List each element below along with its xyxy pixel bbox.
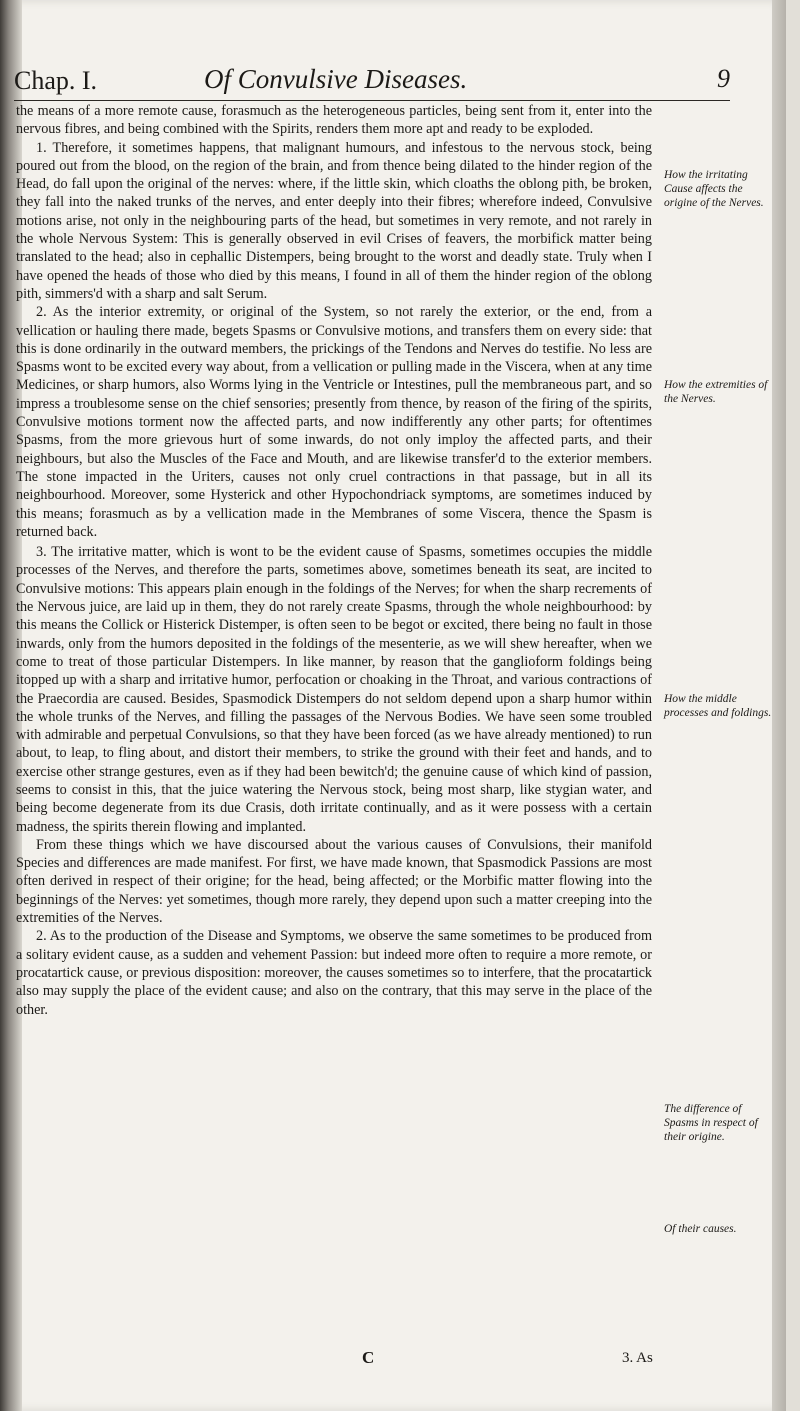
signature-mark: C bbox=[362, 1348, 375, 1367]
margin-note-middle: How the middle processes and foldings. bbox=[664, 693, 772, 719]
margin-note-difference: The difference of Spasms in respect of their origine. bbox=[664, 1103, 758, 1143]
catchword: 3. As bbox=[622, 1350, 653, 1366]
paragraph-causes: 2. As to the production of the Disease and Symptoms, we observe the same sometimes to be produced from a solitary evident cause, as a sudden and vehement Passion: but indeed more often to require a more remote, or procatartick cause, or previous disposition: moreover, the causes sometimes so to interfere, that the procatartick also may supply the place of the evident cause; and also on the contrary, that this may serve in the place of the other. bbox=[16, 928, 652, 1018]
paragraph-origine: 1. Therefore, it sometimes happens, that malignant humours, and infestous to the nervous stock, being poured out from the blood, on the region of the brain, and from thence being dilated to the hinder region of the Head, do fall upon the original of the nerves: where, if the little skin, which cloaths the oblong pith, be broken, they fall into the naked trunks of the nerves, and enter deeply into their fibres; wherefore indeed, Convulsive motions arise, not only in the neighbouring parts of the head, but sometimes in very remote, and not rarely in the whole Nervous System: This is generally observed in evil Crises of feavers, the morbifick matter being translated to the head; also in cephallic Distempers, being brought to the worst and deadly state. Truly when I have opened the heads of those who died by this means, I found in all of them the hinder region of the oblong pith, simmers'd with a sharp and salt Serum. bbox=[16, 139, 652, 302]
page-title: Of Convulsive Diseases. bbox=[204, 64, 468, 94]
margin-note-causes: Of their causes. bbox=[664, 1223, 737, 1235]
running-head bbox=[14, 60, 730, 101]
body-text bbox=[16, 102, 652, 1019]
page-number: 9 bbox=[717, 64, 730, 93]
chapter-label: Chap. I. bbox=[14, 66, 98, 95]
paragraph-middle-processes: 3. The irritative matter, which is wont to be the evident cause of Spasms, sometimes occupies the middle processes of the Nerves, and therefore the parts, sometimes above, sometimes beneath its seat, are incited to Convulsive motions: This appears plain enough in the foldings of the Nerves; for when the sharp recrements of the Nervous juice, are laid up in them, they do not rarely create Spasms, through the whole neighbourhood: by this means the Collick or Histerick Distemper, is often seen to be begot or excited, there being no fault in those inwards, only from the humors deposited in the foldings of the mesenterie, as we will shew hereafter, when we come to treat of those particular Distempers. In like manner, by reason that the ganglioform foldings being itopped up with a sharp and irritative humor, perfocation or choaking in the Throat, and various contractions of the Praecordia are caused. Besides, Spasmodick Distempers do not seldom depend upon a sharp humor within the whole trunks of the Nerves, and filling the passages of the Nervous Bodies. We have seen some troubled with admirable and perpetual Convulsions, so that they have been forced (as we have already mentioned) to run about, to leap, to fling about, and distort their members, to strike the ground with their feet and hands, and to exercise other strange gestures, even as if they had been bewitch'd; the genuine cause of which kind of passion, seems to consist in this, that the juice watering the Nervous stock, being most sharp, like stygian water, and being become degenerate from its due Crasis, doth irritate continually, and as it were possess with a certain madness, the spirits therein flowing and implanted. bbox=[16, 544, 652, 835]
margin-note-extremities: How the extremities of the Nerves. bbox=[664, 379, 768, 405]
paragraph-continuation: the means of a more remote cause, forasmuch as the heterogeneous particles, being sent from it, enter into the nervous fibres, and being combined with the Spirits, renders them more apt and ready to be exploded. bbox=[16, 103, 652, 138]
paragraph-differences: From these things which we have discoursed about the various causes of Convulsions, their manifold Species and differences are made manifest. For first, we have made known, that Spasmodick Passions are most often derived in respect of their origine; for the head, being affected; or the Morbific matter flowing into the beginnings of the Nerves: yet sometimes, though more rarely, they depend upon such a matter creeping into the extremities of the Nerves. bbox=[16, 836, 652, 927]
paragraph-extremities: 2. As the interior extremity, or original of the System, so not rarely the exterior, or the end, from a vellication or hauling there made, begets Spasms or Convulsive motions, and transfers them on every side: that this is done ordinarily in the outward members, the prickings of the Tendons and Nerves do testifie. No less are Spasms wont to be excited every way about, from a vellication or pulling made in the Viscera, when at any time Medicines, or sharp humors, also Worms lying in the Ventricle or Intestines, pull the membraneous part, and so impress a troublesome sense on the chief sensories; presently from thence, by reason of the firing of the spirits, Convulsive motions torment now the affected parts, and now indifferently any other parts; for oftentimes Spasms, from the more grievous hurt of some inwards, do not only imploy the affected parts, and their neighbours, but also the Muscles of the Face and Mouth, and are likewise transfer'd to the exterior members. The stone impacted in the Uriters, causes not only cruel contractions in that passage, but in all its neighbourhood. Moreover, some Hysterick and other Hypochondriack symptoms, are sometimes induced by this means; forasmuch as by a vellication made in the Membranes of some Viscera, thence the Spasm is returned back. bbox=[16, 304, 652, 540]
page-edge bbox=[772, 0, 786, 1411]
margin-note-origine: How the irritating Cause affects the origine of the Nerves. bbox=[664, 169, 764, 209]
